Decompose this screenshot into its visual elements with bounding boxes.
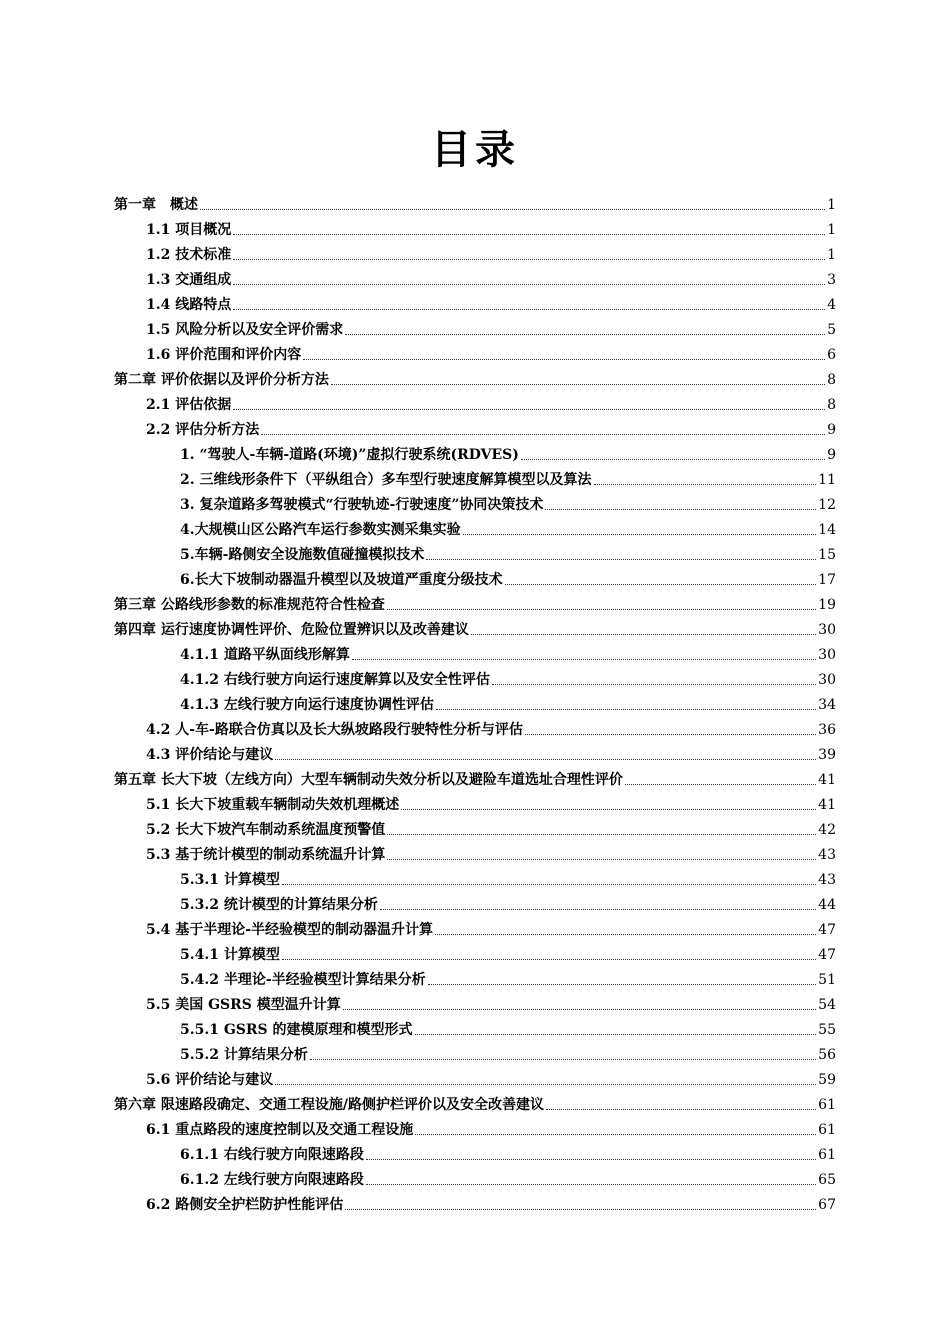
toc-entry-page: 47 (818, 947, 836, 963)
toc-leader-dots (352, 658, 816, 660)
toc-entry-page: 30 (818, 672, 836, 688)
toc-entry[interactable] (180, 1038, 836, 1063)
toc-entry-label: 第五章 长大下坡（左线方向）大型车辆制动失效分析以及避险车道选址合理性评价 (114, 772, 623, 788)
toc-entry-page: 43 (818, 872, 836, 888)
toc-leader-dots (492, 683, 816, 685)
toc-entry-page: 56 (818, 1047, 836, 1063)
toc-entry-page: 17 (818, 572, 836, 588)
toc-leader-dots (545, 508, 816, 510)
toc-entry-label: 5.3.1 计算模型 (180, 872, 280, 888)
toc-entry-label: 5.5.1 GSRS 的建模原理和模型形式 (180, 1022, 413, 1038)
toc-entry[interactable] (180, 638, 836, 663)
toc-entry-page: 6 (827, 347, 836, 363)
toc-leader-dots (594, 483, 817, 485)
toc-entry[interactable] (146, 1188, 836, 1213)
toc-entry-page: 54 (818, 997, 836, 1013)
toc-entry[interactable] (114, 763, 836, 788)
toc-leader-dots (387, 858, 816, 860)
toc-entry-page: 19 (818, 597, 836, 613)
toc-entry[interactable] (146, 238, 836, 263)
toc-leader-dots (233, 258, 825, 260)
toc-entry-page: 1 (827, 247, 836, 263)
toc-leader-dots (546, 1108, 816, 1110)
toc-entry[interactable] (180, 963, 836, 988)
toc-entry[interactable] (180, 563, 836, 588)
toc-entry-page: 41 (818, 797, 836, 813)
toc-leader-dots (366, 1183, 816, 1185)
toc-entry-page: 42 (818, 822, 836, 838)
toc-entry[interactable] (114, 363, 836, 388)
toc-entry[interactable] (146, 263, 836, 288)
toc-leader-dots (282, 958, 816, 960)
toc-entry[interactable] (146, 788, 836, 813)
toc-entry-label: 2. 三维线形条件下（平纵组合）多车型行驶速度解算模型以及算法 (180, 472, 592, 488)
toc-entry[interactable] (146, 213, 836, 238)
toc-entry-page: 36 (818, 722, 836, 738)
toc-entry-label: 6.1 重点路段的速度控制以及交通工程设施 (146, 1122, 414, 1138)
toc-entry-label: 5.1 长大下坡重载车辆制动失效机理概述 (146, 797, 400, 813)
toc-entry-label: 5.5 美国 GSRS 模型温升计算 (146, 997, 341, 1013)
toc-leader-dots (233, 308, 825, 310)
toc-leader-dots (345, 1208, 816, 1210)
toc-entry-label: 2.2 评估分析方法 (146, 422, 260, 438)
toc-entry[interactable] (146, 813, 836, 838)
toc-entry-page: 30 (818, 622, 836, 638)
toc-entry-label: 1.5 风险分析以及安全评价需求 (146, 322, 344, 338)
toc-leader-dots (525, 733, 816, 735)
toc-entry[interactable] (114, 188, 836, 213)
toc-entry-label: 4.3 评价结论与建议 (146, 747, 274, 763)
toc-entry-page: 61 (818, 1147, 836, 1163)
toc-entry-page: 51 (818, 972, 836, 988)
toc-leader-dots (345, 333, 825, 335)
toc-entry-page: 59 (818, 1072, 836, 1088)
toc-entry-page: 1 (827, 222, 836, 238)
toc-entry[interactable] (180, 888, 836, 913)
toc-leader-dots (471, 633, 816, 635)
toc-entry-page: 34 (818, 697, 836, 713)
toc-entry-page: 55 (818, 1022, 836, 1038)
toc-entry-label: 5.2 长大下坡汽车制动系统温度预警值 (146, 822, 386, 838)
toc-leader-dots (233, 408, 825, 410)
toc-entry-page: 11 (818, 472, 836, 488)
toc-entry-page: 5 (827, 322, 836, 338)
toc-entry[interactable] (146, 288, 836, 313)
toc-entry-label: 1.6 评价范围和评价内容 (146, 347, 302, 363)
toc-entry-label: 第一章 概述 (114, 197, 198, 213)
toc-entry-label: 6.1.2 左线行驶方向限速路段 (180, 1172, 364, 1188)
toc-entry-page: 61 (818, 1097, 836, 1113)
toc-leader-dots (200, 208, 825, 210)
toc-entry[interactable] (180, 1163, 836, 1188)
toc-entry-label: 5.5.2 计算结果分析 (180, 1047, 308, 1063)
toc-leader-dots (401, 808, 816, 810)
toc-entry-label: 1. “驾驶人-车辆-道路(环境)”虚拟行驶系统(RDVES) (180, 447, 519, 463)
toc-entry[interactable] (180, 438, 836, 463)
toc-entry[interactable] (180, 688, 836, 713)
toc-entry-label: 1.1 项目概况 (146, 222, 232, 238)
toc-entry-label: 5.4.1 计算模型 (180, 947, 280, 963)
toc-leader-dots (282, 883, 816, 885)
toc-entry-label: 6.2 路侧安全护栏防护性能评估 (146, 1197, 344, 1213)
toc-entry[interactable] (146, 388, 836, 413)
toc-entry[interactable] (114, 588, 836, 613)
toc-entry-label: 第四章 运行速度协调性评价、危险位置辨识以及改善建议 (114, 622, 469, 638)
toc-entry-label: 第二章 评价依据以及评价分析方法 (114, 372, 329, 388)
page-title: 目录 (431, 126, 519, 173)
toc-leader-dots (233, 283, 825, 285)
toc-leader-dots (428, 983, 817, 985)
toc-entry[interactable] (146, 913, 836, 938)
toc-leader-dots (435, 933, 816, 935)
toc-entry-page: 14 (818, 522, 836, 538)
toc-entry-label: 4.1.2 右线行驶方向运行速度解算以及安全性评估 (180, 672, 490, 688)
toc-leader-dots (275, 758, 816, 760)
toc-entry[interactable] (146, 988, 836, 1013)
toc-entry-label: 5.车辆-路侧安全设施数值碰撞模拟技术 (180, 547, 425, 563)
toc-entry-page: 39 (818, 747, 836, 763)
toc-entry-page: 43 (818, 847, 836, 863)
toc-entry[interactable] (180, 938, 836, 963)
toc-entry-label: 4.1.1 道路平纵面线形解算 (180, 647, 350, 663)
toc-leader-dots (331, 383, 825, 385)
toc-entry-page: 4 (827, 297, 836, 313)
toc-leader-dots (233, 233, 825, 235)
toc-entry-label: 4.大规模山区公路汽车运行参数实测采集实验 (180, 522, 461, 538)
toc-entry-page: 61 (818, 1122, 836, 1138)
toc-entry-label: 6.1.1 右线行驶方向限速路段 (180, 1147, 364, 1163)
toc-leader-dots (505, 583, 817, 585)
toc-entry-label: 1.4 线路特点 (146, 297, 232, 313)
toc-entry-page: 30 (818, 647, 836, 663)
toc-entry[interactable] (114, 613, 836, 638)
toc-entry[interactable] (146, 1063, 836, 1088)
toc-entry-page: 47 (818, 922, 836, 938)
toc-entry-page: 67 (818, 1197, 836, 1213)
toc-entry-label: 1.3 交通组成 (146, 272, 232, 288)
toc-leader-dots (625, 783, 816, 785)
toc-leader-dots (303, 358, 825, 360)
toc-entry[interactable] (146, 338, 836, 363)
toc-entry-page: 12 (818, 497, 836, 513)
toc-entry[interactable] (146, 838, 836, 863)
toc-leader-dots (436, 708, 816, 710)
toc-entry-label: 第六章 限速路段确定、交通工程设施/路侧护栏评价以及安全改善建议 (114, 1097, 544, 1113)
toc-entry[interactable] (180, 538, 836, 563)
toc-entry-label: 2.1 评估依据 (146, 397, 232, 413)
toc-leader-dots (521, 458, 825, 460)
toc-entry-label: 4.2 人-车-路联合仿真以及长大纵坡路段行驶特性分析与评估 (146, 722, 523, 738)
toc-entry[interactable] (114, 1088, 836, 1113)
toc-leader-dots (380, 908, 816, 910)
toc-entry[interactable] (180, 1013, 836, 1038)
toc-entry[interactable] (180, 863, 836, 888)
toc-entry-page: 9 (827, 447, 836, 463)
toc-leader-dots (415, 1033, 817, 1035)
toc-leader-dots (366, 1158, 816, 1160)
toc-entry-page: 1 (827, 197, 836, 213)
toc-leader-dots (415, 1133, 816, 1135)
toc-entry-label: 1.2 技术标准 (146, 247, 232, 263)
toc-entry[interactable] (180, 513, 836, 538)
toc-entry-label: 6.长大下坡制动器温升模型以及坡道严重度分级技术 (180, 572, 503, 588)
toc-entry-page: 41 (818, 772, 836, 788)
toc-entry-label: 3. 复杂道路多驾驶模式“行驶轨迹-行驶速度”协同决策技术 (180, 497, 544, 513)
toc-entry[interactable] (180, 1138, 836, 1163)
toc-entry[interactable] (146, 738, 836, 763)
toc-entry-page: 15 (818, 547, 836, 563)
toc-entry-page: 3 (827, 272, 836, 288)
toc-leader-dots (275, 1083, 816, 1085)
toc-leader-dots (261, 433, 825, 435)
toc-entry[interactable] (180, 663, 836, 688)
toc-entry-page: 8 (827, 397, 836, 413)
toc-entry-label: 5.6 评价结论与建议 (146, 1072, 274, 1088)
toc-entry-label: 5.3.2 统计模型的计算结果分析 (180, 897, 378, 913)
toc-entry[interactable] (180, 488, 836, 513)
toc-leader-dots (387, 608, 816, 610)
toc-entry[interactable] (146, 413, 836, 438)
toc-entry[interactable] (180, 463, 836, 488)
toc-entry-label: 5.4.2 半理论-半经验模型计算结果分析 (180, 972, 426, 988)
toc-leader-dots (426, 558, 816, 560)
toc-entry-page: 44 (818, 897, 836, 913)
toc-entry[interactable] (146, 313, 836, 338)
toc-leader-dots (343, 1008, 816, 1010)
toc-entry[interactable] (146, 1113, 836, 1138)
toc-entry-label: 5.3 基于统计模型的制动系统温升计算 (146, 847, 386, 863)
toc-entry-page: 65 (818, 1172, 836, 1188)
toc-entry-label: 4.1.3 左线行驶方向运行速度协调性评估 (180, 697, 434, 713)
toc-entry-label: 第三章 公路线形参数的标准规范符合性检查 (114, 597, 385, 613)
toc-leader-dots (310, 1058, 816, 1060)
toc-entry-page: 8 (827, 372, 836, 388)
toc-leader-dots (463, 533, 817, 535)
toc-entry[interactable] (146, 713, 836, 738)
toc-entry-label: 5.4 基于半理论-半经验模型的制动器温升计算 (146, 922, 434, 938)
toc-entry-page: 9 (827, 422, 836, 438)
toc-leader-dots (387, 833, 816, 835)
